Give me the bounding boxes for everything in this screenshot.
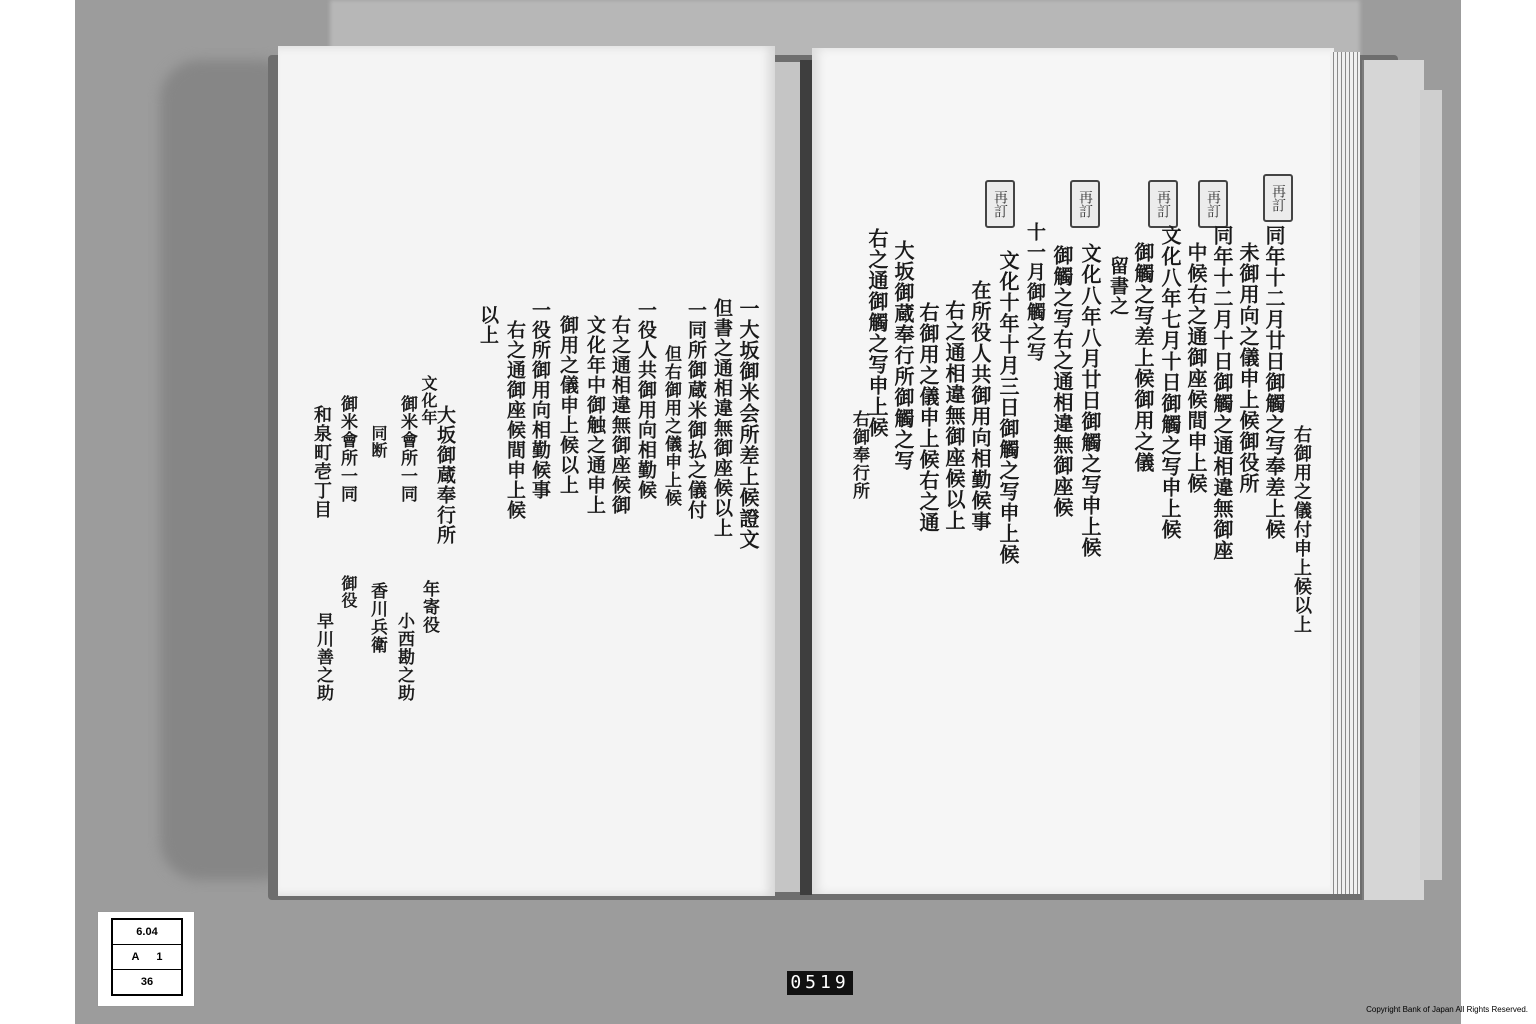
archive-series bbox=[113, 945, 181, 970]
revision-stamp: 再訂 bbox=[1070, 180, 1100, 228]
manuscript-column: 一役所御用向相勤候事 bbox=[529, 300, 551, 500]
manuscript-column: 早川善之助 bbox=[313, 612, 333, 702]
manuscript-column: 在所役人共御用向相勤候事 bbox=[968, 280, 992, 532]
revision-stamp: 再訂 bbox=[1198, 180, 1228, 228]
revision-stamp: 再訂 bbox=[1263, 174, 1293, 222]
manuscript-column: 但書之通相違無御座候以上 bbox=[711, 298, 733, 538]
manuscript-column: 留書之 bbox=[1107, 256, 1129, 316]
manuscript-column: 御觸之写右之通相違無御座候 bbox=[1050, 245, 1074, 518]
manuscript-column: 文化年 bbox=[419, 375, 438, 426]
manuscript-column: 未御用向之儀申上候御役所 bbox=[1236, 242, 1260, 494]
archive-series-number: 1 bbox=[156, 951, 163, 963]
revision-stamp: 再訂 bbox=[985, 180, 1015, 228]
back-cover-edge bbox=[1420, 90, 1442, 880]
revision-stamp: 再訂 bbox=[1148, 180, 1178, 228]
manuscript-column: 右之通相違無御座候以上 bbox=[942, 300, 966, 531]
manuscript-column: 同年十二月十日御觸之通相違無御座 bbox=[1210, 225, 1234, 561]
manuscript-column: 同年十二月廿日御觸之写奉差上候 bbox=[1262, 225, 1286, 540]
manuscript-column: 同断 bbox=[369, 425, 388, 459]
manuscript-column: 御役 bbox=[339, 575, 358, 609]
frame-number: 0519 bbox=[787, 971, 853, 995]
manuscript-column: 大坂御蔵奉行所 bbox=[434, 405, 456, 545]
manuscript-column: 以上 bbox=[477, 305, 499, 345]
manuscript-column: 右之通御觸之写申上候 bbox=[865, 228, 889, 438]
manuscript-column: 和泉町壱丁目 bbox=[311, 405, 332, 519]
manuscript-column: 文化十年十月三日御觸之写申上候 bbox=[996, 250, 1020, 565]
archive-code: 6.04 bbox=[113, 920, 181, 945]
manuscript-column: 年寄役 bbox=[419, 580, 439, 634]
manuscript-column: 小西勘之助 bbox=[394, 612, 414, 702]
book-gutter bbox=[800, 60, 812, 895]
manuscript-column: 右之通相違無御座候御 bbox=[609, 315, 631, 515]
manuscript-column: 御觸之写差上候御用之儀 bbox=[1131, 242, 1155, 473]
manuscript-column: 十一月御觸之写 bbox=[1024, 222, 1046, 362]
back-cover bbox=[1362, 60, 1424, 900]
manuscript-column: 右之通御座候間申上候 bbox=[504, 320, 526, 520]
manuscript-column: 御用之儀申上候以上 bbox=[557, 315, 579, 495]
archive-volume: 36 bbox=[140, 976, 154, 988]
manuscript-column: 御米會所一同 bbox=[397, 395, 417, 503]
manuscript-column: 一大坂御米会所差上候證文 bbox=[736, 298, 760, 550]
archive-label bbox=[111, 918, 183, 996]
manuscript-column: 但右御用之儀申上候 bbox=[661, 345, 681, 507]
manuscript-column: 文化八年八月廿日御觸之写申上候 bbox=[1078, 243, 1102, 558]
manuscript-column: 香川兵衛 bbox=[367, 582, 387, 654]
manuscript-column: 一同所御蔵米御払之儀付 bbox=[685, 300, 707, 520]
manuscript-column: 一役人共御用向相勤候 bbox=[635, 300, 657, 500]
manuscript-column: 御米會所一同 bbox=[337, 395, 357, 503]
manuscript-column: 中候右之通御座候間申上候 bbox=[1184, 242, 1208, 494]
page-stack-edges bbox=[1330, 52, 1360, 894]
manuscript-column: 右御用之儀付申上候以上 bbox=[1291, 425, 1312, 634]
manuscript-column: 大坂御蔵奉行所御觸之写 bbox=[891, 240, 915, 471]
manuscript-column: 右御奉行所 bbox=[849, 410, 869, 500]
archive-series-letter: A bbox=[131, 951, 140, 963]
manuscript-column: 文化八年七月十日御觸之写申上候 bbox=[1158, 225, 1182, 540]
copyright-notice: Copyright Bank of Japan All Rights Reserved. bbox=[1366, 1005, 1528, 1014]
manuscript-column: 文化年中御触之通申上 bbox=[584, 315, 606, 515]
manuscript-column: 右御用之儀申上候右之通 bbox=[916, 302, 940, 533]
